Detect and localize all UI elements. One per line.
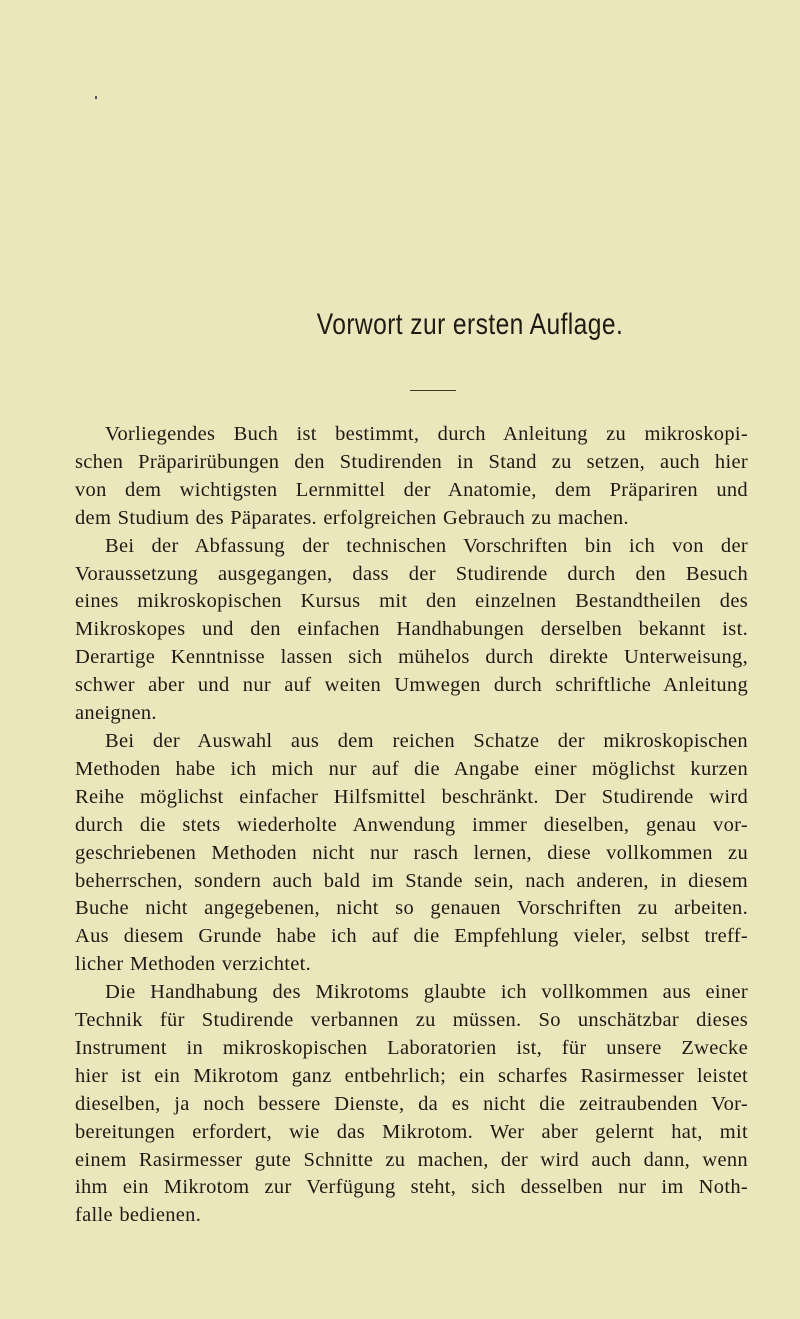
page-title: Vorwort zur ersten Auflage. (316, 308, 624, 341)
text-line: Derartige Kenntnisse lassen sich mühelos durch direkte Unterweisung, (75, 646, 748, 669)
text-line: Bei der Auswahl aus dem reichen Schatze der mikroskopischen (105, 729, 748, 752)
text-line: dem Studium des Päparates. erfolgreichen Gebrauch zu machen. (75, 506, 629, 529)
text-line: Bei der Abfassung der technischen Vorschriften bin ich von der (105, 534, 748, 557)
text-line: licher Methoden verzichtet. (75, 953, 312, 976)
text-line: geschriebenen Methoden nicht nur rasch lernen, diese vollkommen zu (75, 841, 748, 864)
text-line: Methoden habe ich mich nur auf die Angabe einer möglichst kurzen (75, 757, 748, 780)
text-line: bereitungen erfordert, wie das Mikrotom. Wer aber gelernt hat, mit (75, 1120, 748, 1143)
text-line: von dem wichtigsten Lernmittel der Anatomie, dem Präpariren und (75, 478, 748, 501)
text-line: beherrschen, sondern auch bald im Stande sein, nach anderen, in diesem (75, 869, 748, 892)
text-line: Buche nicht angegebenen, nicht so genauen Vorschriften zu arbeiten. (75, 897, 748, 920)
text-line: schwer aber und nur auf weiten Umwegen durch schriftliche Anleitung (75, 674, 748, 697)
text-line: Instrument in mikroskopischen Laboratorien ist, für unsere Zwecke (75, 1036, 748, 1059)
text-line: Technik für Studirende verbannen zu müssen. So unschätzbar dieses (75, 1009, 748, 1032)
text-line: ihm ein Mikrotom zur Verfügung steht, sich desselben nur im Noth- (75, 1176, 748, 1199)
scan-speck (95, 96, 97, 99)
title-divider (410, 390, 456, 391)
text-line: hier ist ein Mikrotom ganz entbehrlich; ein scharfes Rasirmesser leistet (75, 1064, 748, 1087)
text-line: einem Rasirmesser gute Schnitte zu machen, der wird auch dann, wenn (75, 1148, 748, 1171)
body-text (75, 421, 748, 1230)
text-line: eines mikroskopischen Kursus mit den einzelnen Bestandtheilen des (75, 590, 748, 613)
text-line: aneignen. (75, 702, 157, 725)
text-line: dieselben, ja noch bessere Dienste, da es nicht die zeitraubenden Vor- (75, 1092, 748, 1115)
text-line: durch die stets wiederholte Anwendung immer dieselben, genau vor- (75, 813, 748, 836)
text-line: Voraussetzung ausgegangen, dass der Studirende durch den Besuch (75, 562, 748, 585)
text-line: Reihe möglichst einfacher Hilfsmittel beschränkt. Der Studirende wird (75, 785, 748, 808)
text-line: Mikroskopes und den einfachen Handhabungen derselben bekannt ist. (75, 618, 748, 641)
text-line: falle bedienen. (75, 1204, 202, 1227)
text-line: Die Handhabung des Mikrotoms glaubte ich vollkommen aus einer (105, 981, 748, 1004)
text-line: Vorliegendes Buch ist bestimmt, durch Anleitung zu mikroskopi- (105, 423, 748, 445)
text-line: Aus diesem Grunde habe ich auf die Empfehlung vieler, selbst treff- (75, 925, 748, 948)
text-line: schen Präparirübungen den Studirenden in Stand zu setzen, auch hier (75, 450, 748, 473)
